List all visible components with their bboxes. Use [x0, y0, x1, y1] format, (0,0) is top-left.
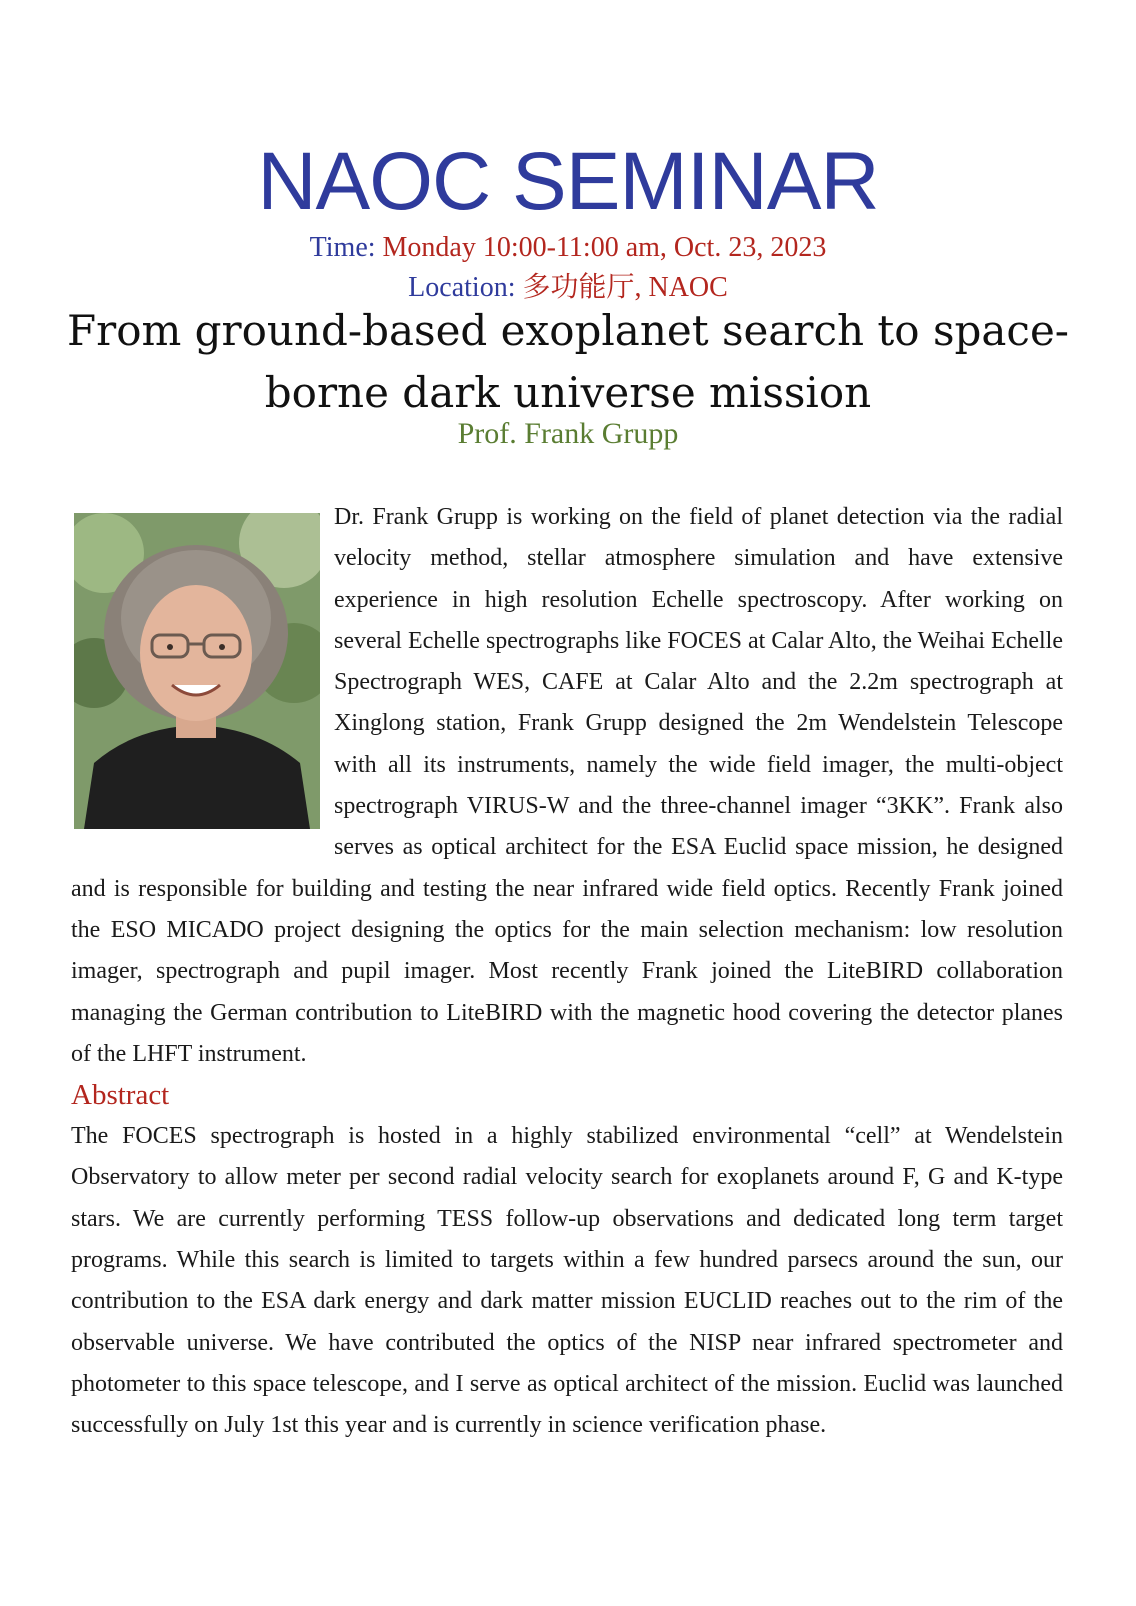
location-value: 多功能厅, NAOC [522, 272, 728, 303]
abstract-heading: Abstract [71, 1079, 170, 1112]
time-value: Monday 10:00-11:00 am, Oct. 23, 2023 [382, 232, 827, 263]
location-label: Location: [408, 272, 516, 303]
seminar-title: NAOC SEMINAR [257, 136, 879, 227]
talk-title: From ground-based exoplanet search to space-borne dark universe mission [66, 306, 1069, 417]
content-body [71, 497, 1063, 1447]
time-label: Time: [309, 232, 376, 263]
speaker-photo [74, 513, 320, 829]
time-line [0, 230, 1136, 266]
speaker-name: Prof. Frank Grupp [457, 417, 679, 450]
abstract-body [71, 1116, 1063, 1446]
bio-text: Dr. Frank Grupp is working on the field of planet detection via the radial velocity method, stellar atmosphere simulation and have extensive experience in high resolution Echelle spectroscopy. After working on several Echelle spectrographs like FOCES at Calar Alto, the Weihai Echelle Spectrograph WES, CAFE at Calar Alto and the 2.2m spectrograph at Xinglong station, Frank Grupp designed the 2m Wendelstein Telescope with all its instruments, namely the wide field imager, the multi-object spectrograph VIRUS-W and the three-channel imager “3KK”. Frank also serves as optical architect for the ESA Euclid space mission, he designed and is responsible for building and testing the near infrared wide field optics. Recently Frank joined the ESO MICADO project designing the optics for the main selection mechanism: low resolution imager, spectrograph and pupil imager. Most recently Frank joined the LiteBIRD collaboration managing the German contribution to LiteBIRD with the magnetic hood covering the detector planes of the LHFT instrument. [71, 504, 1063, 1067]
abstract-text: The FOCES spectrograph is hosted in a highly stabilized environmental “cell” at Wendelstein Observatory to allow meter per second radial velocity search for exoplanets around F, G and K-type stars. We are currently performing TESS follow-up observations and dedicated long term target programs. While this search is limited to targets within a few hundred parsecs around the sun, our contribution to the ESA dark energy and dark matter mission EUCLID reaches out to the rim of the observable universe. We have contributed the optics of the NISP near infrared spectrometer and photometer to this space telescope, and I serve as optical architect of the mission. Euclid was launched successfully on July 1st this year and is currently in science verification phase. [71, 1123, 1063, 1439]
speaker-photo-graphic [74, 513, 320, 829]
